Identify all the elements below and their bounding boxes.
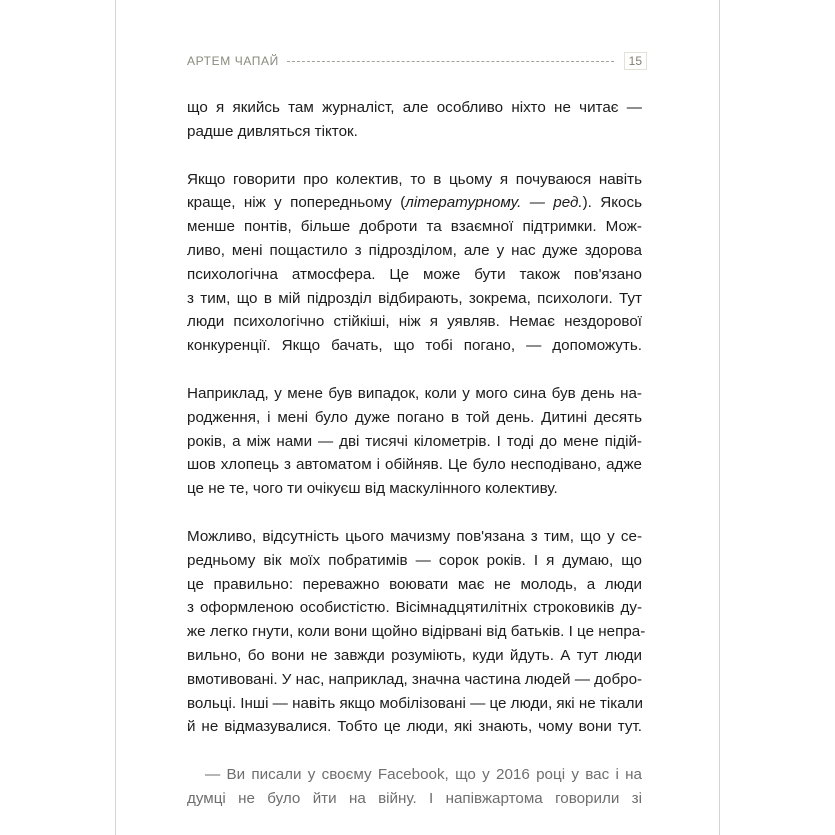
text-line: з тим, що в мій підрозділ відбирають, зокрема, психологи. Тут — [187, 289, 642, 307]
text-line: родження, і мені було дуже погано в той день. Дитині десять — [187, 408, 642, 426]
text-fragment: краще, ніж у попередньому ( — [187, 194, 406, 212]
paragraph — [187, 96, 642, 144]
text-line: — Ви писали у своєму Facebook, що у 2016 році у вас і на — [205, 766, 642, 784]
paragraph — [187, 168, 642, 358]
paragraph — [187, 525, 646, 739]
text-line: вольці. Інші — навіть якщо мобілізовані — це люди, які не тікали — [187, 694, 643, 712]
editor-note: літературному. — ред. — [405, 194, 583, 212]
text-line: люди психологічно стійкіші, ніж я уявляв. Немає нездорової — [187, 313, 642, 331]
text-line: конкуренції. Якщо бачать, що тобі погано, — допоможуть. — [187, 337, 642, 355]
author-name: АРТЕМ ЧАПАЙ — [187, 54, 279, 68]
text-line: ливо, мені пощастило з підрозділом, але у нас дуже здорова — [187, 241, 642, 259]
text-line: менше понтів, більше доброти та взаємної підтримки. Мож- — [187, 218, 642, 236]
text-line: це правильно: переважно воювати має не молодь, а люди — [187, 575, 642, 593]
text-line: Якщо говорити про колектив, то в цьому я почуваюся навіть — [187, 170, 642, 188]
text-line: це не те, чого ти очікуєш від маскулінного колективу. — [187, 480, 558, 498]
text-line: думці не було йти на війну. І напівжартома говорили зі — [187, 789, 642, 807]
text-fragment: ). Якось — [582, 194, 642, 212]
page-number: 15 — [624, 52, 647, 70]
text-line: років, а між нами — дві тисячі кілометрів. І тоді до мене підій- — [187, 432, 642, 450]
dashed-rule — [287, 61, 614, 62]
interview-question — [187, 763, 642, 811]
text-line: редньому вік моїх побратимів — сорок років. І я думаю, що — [187, 551, 642, 569]
text-line: з оформленою особистістю. Вісімнадцятилітніх строковиків ду- — [187, 599, 642, 617]
text-line — [187, 191, 642, 215]
book-page — [115, 0, 720, 835]
text-line: шов хлопець з автоматом і обійняв. Це було несподівано, адже — [187, 456, 642, 474]
body-text — [187, 96, 646, 835]
running-header — [187, 52, 647, 70]
text-line: психологічна атмосфера. Це може бути також пов'язано — [187, 265, 642, 283]
text-line: вмотивовані. У нас, наприклад, значна частина людей — добро- — [187, 670, 643, 688]
text-line: Наприклад, у мене був випадок, коли у мого сина був день на- — [187, 384, 642, 402]
paragraph — [187, 382, 642, 501]
text-line: же легко гнути, коли вони щойно відірвані від батьків. І це непра- — [187, 623, 646, 641]
text-line: Можливо, відсутність цього мачизму пов'язана з тим, що у се- — [187, 527, 642, 545]
text-line: що я якийсь там журналіст, але особливо ніхто не читає — — [187, 99, 642, 116]
text-line: й не відмазувалися. Тобто це люди, які знають, чому вони тут. — [187, 718, 642, 736]
text-line: радше дивляться тікток. — [187, 122, 358, 140]
text-line: вильно, бо вони не завжди розуміють, куди йдуть. А тут люди — [187, 646, 642, 664]
